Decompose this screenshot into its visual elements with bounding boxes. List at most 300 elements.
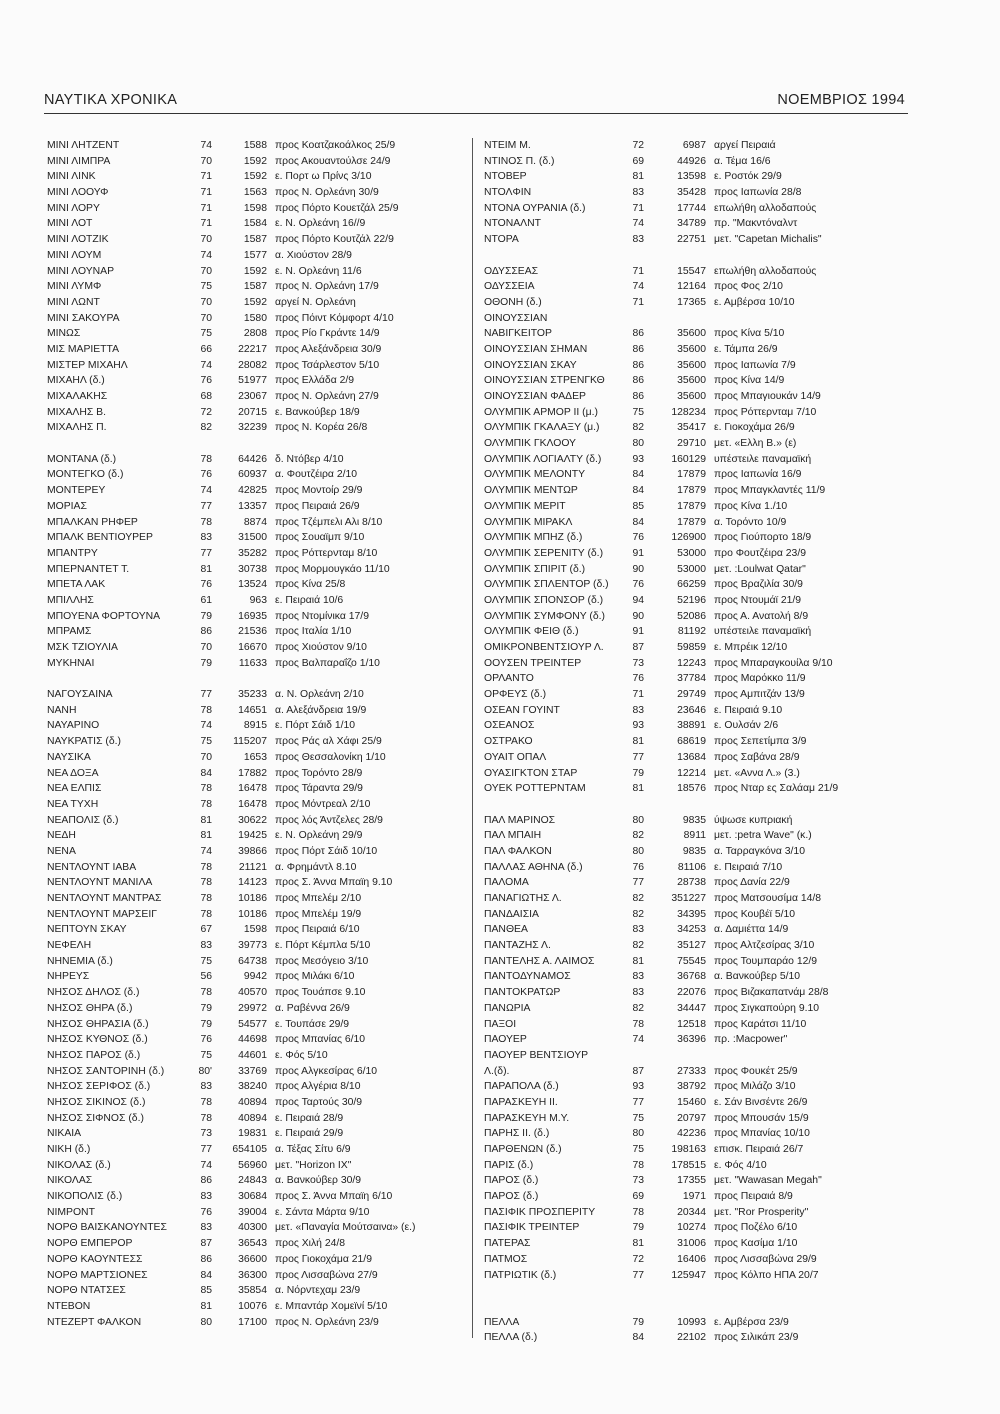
ship-name: ΟΙΝΟΥΣΣΙΑΝ ΣΚΑΥ — [484, 359, 577, 371]
tonnage: 20715 — [238, 406, 267, 418]
voyage-status: ε. Πόρτ Κέμπλα 5/10 — [275, 940, 371, 952]
ship-row — [47, 1048, 462, 1064]
voyage-status: προς Γιοκοχάμα 21/9 — [275, 1253, 372, 1265]
ship-name: ΝΙΚΗ (δ.) — [47, 1144, 91, 1155]
ship-row — [484, 671, 904, 687]
ship-row — [47, 342, 462, 358]
tonnage: 13357 — [238, 500, 267, 512]
ship-name: ΝΕΝΤΛΟΥΝΤ ΜΑΝΤΡΑΣ — [47, 893, 162, 904]
ship-row — [484, 546, 904, 562]
ship-name: ΝΕΝΑ — [47, 845, 76, 857]
voyage-status: α. Ταρραγκόνα 3/10 — [714, 845, 805, 857]
tonnage: 10274 — [677, 1222, 706, 1234]
ship-name: ΠΑΝΤΟΔΥΝΑΜΟΣ — [484, 971, 571, 983]
voyage-status: ε. Φός 4/10 — [714, 1159, 767, 1171]
build-year: 80 — [632, 814, 644, 826]
build-year: 56 — [200, 971, 212, 983]
ship-row — [484, 1079, 904, 1095]
ship-row — [484, 169, 904, 185]
build-year: 94 — [632, 594, 644, 606]
tonnage: 17879 — [677, 485, 706, 497]
ship-name: ΠΑΡΘΕΝΩΝ (δ.) — [484, 1144, 562, 1155]
build-year: 69 — [632, 1191, 644, 1203]
build-year: 83 — [632, 971, 644, 983]
ship-name: ΟΥΑΙΤ ΟΠΑΛ — [484, 751, 547, 763]
voyage-status: μετ. «Παναγία Μούτσαινα» (ε.) — [275, 1222, 416, 1234]
ship-row — [47, 420, 462, 436]
ship-name: ΠΕΛΛΑ — [484, 1316, 520, 1328]
build-year: 76 — [632, 673, 644, 685]
ship-row — [484, 295, 904, 311]
voyage-status: ε. Πειραιά 10/6 — [275, 594, 344, 606]
build-year: 83 — [200, 1191, 212, 1203]
tonnage: 38891 — [677, 720, 706, 732]
tonnage: 654105 — [232, 1144, 267, 1155]
voyage-status: μετ. :petra Wave" (κ.) — [714, 830, 812, 842]
build-year: 78 — [200, 1112, 212, 1124]
ship-name: ΜΙΝΙ ΣΑΚΟΥΡΑ — [47, 312, 120, 324]
voyage-status: προς Ράς αλ Χάφι 25/9 — [275, 736, 382, 748]
ship-row — [47, 891, 462, 907]
ship-row — [47, 781, 462, 797]
build-year: 78 — [200, 453, 212, 465]
ship-row — [47, 907, 462, 923]
voyage-status: προς Κοατζακοάλκος 25/9 — [275, 140, 396, 151]
ship-row — [47, 405, 462, 421]
voyage-status: προς Καράτσι 11/10 — [714, 1018, 807, 1030]
build-year: 71 — [200, 218, 212, 230]
tonnage: 35127 — [677, 940, 706, 952]
build-year: 73 — [632, 1175, 644, 1187]
ship-name: ΠΑΣΙΦΙΚ ΤΡΕΙΝΤΕΡ — [484, 1222, 580, 1234]
ship-row — [484, 734, 904, 750]
build-year: 82 — [632, 830, 644, 842]
ship-name: ΟΥΕΚ ΡΟΤΤΕΡΝΤΑΜ — [484, 783, 586, 795]
ship-name: ΜΠΙΛΛΗΣ — [47, 594, 94, 606]
voyage-status: αργεί Ν. Ορλεάνη — [275, 296, 356, 308]
build-year: 79 — [200, 610, 212, 622]
voyage-status: προς Ν. Κορέα 26/8 — [275, 422, 368, 434]
build-year: 61 — [200, 594, 212, 606]
ship-name: Λ.(δ). — [484, 1065, 510, 1077]
build-year: 78 — [200, 783, 212, 795]
build-year: 81 — [632, 783, 644, 795]
build-year: 77 — [632, 1269, 644, 1281]
voyage-status: ε. Αμβέρσα 10/10 — [714, 296, 795, 308]
ship-name: ΝΟΡΘ ΕΜΠΕΡΟΡ — [47, 1238, 133, 1250]
voyage-status: ε. Σάν Βινσέντε 26/9 — [714, 1096, 808, 1108]
tonnage: 64426 — [238, 453, 267, 465]
build-year: 74 — [200, 845, 212, 857]
voyage-status: προς Ντουμάϊ 21/9 — [714, 594, 802, 606]
build-year: 70 — [200, 296, 212, 308]
voyage-status: α. Χιούστον 28/9 — [275, 249, 352, 261]
tonnage: 38792 — [677, 1081, 706, 1093]
tonnage: 17879 — [677, 500, 706, 512]
ship-row — [47, 389, 462, 405]
ship-name: ΝΙΚΟΠΟΛΙΣ (δ.) — [47, 1191, 123, 1203]
build-year: 87 — [632, 642, 644, 653]
build-year: 86 — [200, 626, 212, 638]
ship-name: ΜΙΝΙ ΛΟΡΥ — [47, 202, 100, 214]
ship-row — [47, 1205, 462, 1221]
tonnage: 12518 — [677, 1018, 706, 1030]
build-year: 71 — [200, 202, 212, 214]
ship-row — [484, 420, 904, 436]
section-gap — [484, 248, 904, 264]
voyage-status: ε. Πειραιά 29/9 — [275, 1128, 344, 1140]
voyage-status: προς Μπαραγκουίλα 9/10 — [714, 657, 833, 669]
tonnage: 22102 — [677, 1332, 706, 1344]
voyage-status: προς Ρίο Γκράντε 14/9 — [275, 328, 380, 340]
tonnage: 30684 — [238, 1191, 267, 1203]
voyage-status: ε. Φός 5/10 — [275, 1049, 328, 1061]
voyage-status: προς Αμπιτζάν 13/9 — [714, 689, 805, 701]
ship-name: ΟΜΙΚΡΟΝΒΕΝΤΣΙΟΥΡ Λ. — [484, 642, 604, 653]
ship-name: ΝΗΣΟΣ ΣΕΡΙΦΟΣ (δ.) — [47, 1081, 151, 1093]
voyage-status: πρ. :Macpower" — [714, 1034, 788, 1046]
build-year: 87 — [632, 1065, 644, 1077]
build-year: 78 — [632, 1018, 644, 1030]
tonnage: 16478 — [238, 783, 267, 795]
voyage-status: ε. Τουπάσε 29/9 — [275, 1018, 350, 1030]
tonnage: 40300 — [238, 1222, 267, 1234]
voyage-status: προς Λισσαβώνα 29/9 — [714, 1253, 817, 1265]
voyage-status: α. Βανκούβερ 30/9 — [275, 1175, 362, 1187]
ship-row — [47, 656, 462, 672]
ship-row — [484, 373, 904, 389]
ship-name: ΟΙΝΟΥΣΣΙΑΝ — [484, 312, 548, 324]
section-gap — [484, 1299, 904, 1315]
voyage-status: προς Πόρτ Σάιδ 10/10 — [275, 845, 378, 857]
build-year: 81 — [632, 171, 644, 183]
ship-name: ΜΙΧΑΗΛ (δ.) — [47, 375, 105, 387]
voyage-status: προς Μπαγκλαντές 11/9 — [714, 485, 826, 497]
ship-row — [47, 1299, 462, 1315]
voyage-status: προς Φουκέτ 25/9 — [714, 1065, 798, 1077]
ship-row — [47, 624, 462, 640]
build-year: 81 — [200, 830, 212, 842]
ship-row — [484, 891, 904, 907]
voyage-status: προς Πόρτο Κουετζάλ 25/9 — [275, 202, 399, 214]
build-year: 74 — [200, 485, 212, 497]
tonnage: 33769 — [238, 1065, 267, 1077]
ship-name: ΝΤΟΒΕΡ — [484, 171, 527, 183]
ship-row — [47, 1032, 462, 1048]
voyage-status: προς Χιλή 24/8 — [275, 1238, 346, 1250]
voyage-status: προς Φος 2/10 — [714, 281, 783, 293]
ship-name: ΟΛΥΜΠΙΚ ΓΚΑΛΑΞΥ (μ.) — [484, 422, 600, 434]
ship-row — [484, 530, 904, 546]
tonnage: 14123 — [238, 877, 267, 889]
ship-row — [47, 185, 462, 201]
ship-name: ΝΙΜΡΟΝΤ — [47, 1206, 95, 1218]
voyage-status: επωλήθη αλλοδαπούς — [714, 202, 817, 214]
tonnage: 21121 — [238, 861, 267, 873]
ship-row — [47, 530, 462, 546]
build-year: 81 — [200, 563, 212, 575]
ship-name: ΝΑΥΣΙΚΑ — [47, 751, 91, 763]
ship-row — [47, 154, 462, 170]
ship-row — [47, 860, 462, 876]
build-year: 82 — [632, 893, 644, 904]
section-gap — [484, 1283, 904, 1299]
voyage-status: μετ. :Loulwat Qatar" — [714, 563, 806, 575]
tonnage: 39866 — [238, 845, 267, 857]
build-year: 83 — [200, 940, 212, 952]
ship-row — [484, 1017, 904, 1033]
ship-name: ΝΕΝΤΛΟΥΝΤ ΜΑΝΙΛΑ — [47, 877, 153, 889]
tonnage: 14651 — [238, 704, 267, 716]
tonnage: 30738 — [238, 563, 267, 575]
ship-row — [484, 515, 904, 531]
ship-row — [47, 138, 462, 154]
section-gap — [484, 797, 904, 813]
build-year: 77 — [632, 877, 644, 889]
build-year: 76 — [632, 861, 644, 873]
ship-name: ΠΑΛ ΜΑΡΙΝΟΣ — [484, 814, 556, 826]
voyage-status: προς Αλεξάνδρεια 30/9 — [275, 343, 382, 355]
ship-row — [47, 515, 462, 531]
ship-name: ΝΗΣΟΣ ΔΗΛΟΣ (δ.) — [47, 987, 140, 999]
voyage-status: ε. Μπρέικ 12/10 — [714, 642, 788, 653]
tonnage: 23067 — [238, 391, 267, 402]
build-year: 87 — [200, 1238, 212, 1250]
ship-name: ΝΗΣΟΣ ΠΑΡΟΣ (δ.) — [47, 1049, 141, 1061]
tonnage: 11633 — [238, 657, 267, 669]
voyage-status: προς Κίνα 25/8 — [275, 579, 346, 591]
ship-name: ΠΑΛ ΜΠΑΙΗ — [484, 830, 542, 842]
build-year: 77 — [632, 1096, 644, 1108]
voyage-status: προς Ντομίνικα 17/9 — [275, 610, 369, 622]
ship-name: ΠΑΡΟΣ (δ.) — [484, 1175, 539, 1187]
voyage-status: ε. Ουλσάν 2/6 — [714, 720, 779, 732]
tonnage: 54577 — [238, 1018, 267, 1030]
ship-name: ΟΛΥΜΠΙΚ ΜΙΡΑΚΛ — [484, 516, 573, 528]
tonnage: 1577 — [243, 249, 267, 261]
ship-row — [47, 358, 462, 374]
ship-row — [484, 828, 904, 844]
tonnage: 52196 — [677, 594, 706, 606]
build-year: 93 — [632, 453, 644, 465]
ship-name: ΝΗΣΟΣ ΣΙΦΝΟΣ (δ.) — [47, 1112, 144, 1124]
build-year: 71 — [632, 689, 644, 701]
ship-row — [484, 1220, 904, 1236]
ship-name: ΝΤΕΙΜ Μ. — [484, 140, 531, 151]
ship-name: ΝΑΝΗ — [47, 704, 77, 716]
voyage-status: προς Γιούπορτο 18/9 — [714, 532, 812, 544]
section-gap — [47, 436, 462, 452]
ship-row — [47, 985, 462, 1001]
ship-row — [484, 938, 904, 954]
ship-name: ΝΑΥΑΡΙΝΟ — [47, 720, 100, 732]
voyage-status: ε. Ν. Ορλεάνη 11/6 — [275, 265, 362, 277]
ship-row — [47, 828, 462, 844]
ship-name: ΜΙΝΙ ΛΟΤΖΙΚ — [47, 234, 109, 246]
build-year: 78 — [200, 908, 212, 920]
ship-row — [47, 687, 462, 703]
ship-row — [484, 860, 904, 876]
voyage-status: προς Ελλάδα 2/9 — [275, 375, 355, 387]
ship-row — [484, 279, 904, 295]
ship-row — [484, 1142, 904, 1158]
build-year: 86 — [632, 343, 644, 355]
ship-row — [47, 326, 462, 342]
ship-row — [47, 844, 462, 860]
ship-row — [47, 797, 462, 813]
build-year: 72 — [632, 140, 644, 151]
ship-name: ΝΕΑ ΤΥΧΗ — [47, 798, 99, 810]
tonnage: 39004 — [238, 1206, 267, 1218]
build-year: 70 — [200, 265, 212, 277]
build-year: 71 — [632, 202, 644, 214]
ship-list-left — [47, 138, 462, 1330]
ship-row — [484, 954, 904, 970]
voyage-status: προς Μιλάζο 3/10 — [714, 1081, 796, 1093]
build-year: 86 — [200, 1253, 212, 1265]
ship-name: ΟΟΥΣΕΝ ΤΡΕΙΝΤΕΡ — [484, 657, 582, 669]
build-year: 85 — [200, 1285, 212, 1297]
build-year: 83 — [200, 1081, 212, 1093]
build-year: 75 — [200, 955, 212, 967]
build-year: 83 — [632, 187, 644, 199]
ship-name: ΝΕΑ ΔΟΞΑ — [47, 767, 99, 779]
ship-row — [47, 232, 462, 248]
tonnage: 125947 — [671, 1269, 706, 1281]
ship-name: ΟΛΥΜΠΙΚ ΣΥΜΦΟΝΥ (δ.) — [484, 610, 605, 622]
build-year: 75 — [632, 1144, 644, 1155]
tonnage: 16935 — [238, 610, 267, 622]
issue-date: ΝΟΕΜΒΡΙΟΣ 1994 — [777, 92, 905, 108]
voyage-status: προς Ιαπωνία 16/9 — [714, 469, 802, 481]
ship-row — [484, 1205, 904, 1221]
voyage-status: προς λός Άντζελες 28/9 — [275, 814, 383, 826]
voyage-status: ε. Ν. Ορλεάνη 16//9 — [275, 218, 366, 230]
build-year: 81 — [200, 814, 212, 826]
ship-name: ΜΟΡΙΑΣ — [47, 500, 87, 512]
ship-name: ΟΛΥΜΠΙΚ ΣΠΙΡΙΤ (δ.) — [484, 563, 586, 575]
build-year: 91 — [632, 626, 644, 638]
ship-row — [484, 781, 904, 797]
tonnage: 963 — [249, 594, 267, 606]
voyage-status: μετ. «Αννα Λ.» (3.) — [714, 767, 800, 779]
build-year: 76 — [632, 532, 644, 544]
tonnage: 1971 — [682, 1191, 706, 1203]
tonnage: 115207 — [233, 736, 267, 748]
voyage-status: προς Κασίμα 1/10 — [714, 1238, 798, 1250]
tonnage: 16478 — [238, 798, 267, 810]
tonnage: 351227 — [671, 893, 706, 904]
ship-name: ΝΟΡΘ ΜΑΡΤΣΙΟΝΕΣ — [47, 1269, 148, 1281]
voyage-status: αργεί Πειραιά — [714, 140, 776, 151]
build-year: 76 — [632, 579, 644, 591]
build-year: 78 — [200, 704, 212, 716]
ship-row — [484, 405, 904, 421]
ship-name: ΠΑΡΗΣ ΙΙ. (δ.) — [484, 1128, 550, 1140]
build-year: 77 — [200, 500, 212, 512]
tonnage: 8874 — [243, 516, 267, 528]
tonnage: 30622 — [238, 814, 267, 826]
ship-name: ΠΑΤΜΟΣ — [484, 1253, 528, 1265]
voyage-status: μετ. "Horizon IX" — [275, 1159, 352, 1171]
tonnage: 10076 — [238, 1300, 267, 1312]
ship-list-right — [484, 138, 904, 1346]
ship-name: ΜΙΝΙ ΛΟΟΥΦ — [47, 187, 109, 199]
ship-name: ΝΤΕΖΕΡΤ ΦΑΛΚΟΝ — [47, 1316, 142, 1328]
tonnage: 1588 — [243, 140, 267, 151]
ship-name: ΝΗΣΟΣ ΘΗΡΑΣΙΑ (δ.) — [47, 1018, 149, 1030]
ship-row — [47, 1111, 462, 1127]
build-year: 86 — [632, 359, 644, 371]
ship-row — [47, 1079, 462, 1095]
ship-row — [47, 938, 462, 954]
tonnage: 35600 — [677, 375, 706, 387]
tonnage: 36396 — [677, 1034, 706, 1046]
build-year: 74 — [632, 1034, 644, 1046]
voyage-status: προς Βιζακαπατνάμ 28/8 — [714, 987, 829, 999]
ship-name: ΠΑΣΙΦΙΚ ΠΡΟΣΠΕΡΙΤΥ — [484, 1206, 596, 1218]
ship-row — [47, 295, 462, 311]
ship-name: ΠΑΛΛΑΣ ΑΘΗΝΑ (δ.) — [484, 861, 583, 873]
ship-row — [484, 264, 904, 280]
build-year: 83 — [632, 234, 644, 246]
voyage-status: α. Ραβέννα 26/9 — [275, 1002, 350, 1014]
tonnage: 9942 — [243, 971, 267, 983]
tonnage: 10186 — [238, 893, 267, 904]
ship-row — [484, 232, 904, 248]
ship-name: ΟΔΥΣΣΕΑΣ — [484, 265, 539, 277]
ship-name: ΠΑΡΑΣΚΕΥΗ ΙΙ. — [484, 1096, 558, 1108]
ship-row — [47, 1189, 462, 1205]
build-year: 84 — [632, 1332, 644, 1344]
ship-name: ΟΥΑΣΙΓΚΤΟΝ ΣΤΑΡ — [484, 767, 578, 779]
ship-row — [484, 1126, 904, 1142]
voyage-status: ε. Πειραιά 9.10 — [714, 704, 783, 716]
tonnage: 15460 — [677, 1096, 706, 1108]
tonnage: 35600 — [677, 343, 706, 355]
tonnage: 9835 — [682, 845, 706, 857]
build-year: 75 — [632, 406, 644, 418]
voyage-status: προς Ιταλία 1/10 — [275, 626, 352, 638]
build-year: 73 — [632, 657, 644, 669]
ship-row — [47, 248, 462, 264]
build-year: 75 — [200, 328, 212, 340]
ship-name: ΜΠΡΑΜΣ — [47, 626, 92, 638]
tonnage: 28082 — [238, 359, 267, 371]
build-year: 83 — [632, 924, 644, 936]
build-year: 75 — [200, 281, 212, 293]
voyage-status: προς Τουάπσε 9.10 — [275, 987, 366, 999]
build-year: 76 — [200, 1034, 212, 1046]
ship-name: ΝΕΔΗ — [47, 830, 76, 842]
voyage-status: προς Κουβέϊ 5/10 — [714, 908, 796, 920]
build-year: 80 — [200, 1316, 212, 1328]
ship-name: ΠΑΡΑΠΟΛΑ (δ.) — [484, 1081, 559, 1093]
build-year: 93 — [632, 720, 644, 732]
build-year: 85 — [632, 500, 644, 512]
ship-row — [484, 499, 904, 515]
tonnage: 1598 — [243, 202, 267, 214]
build-year: 86 — [632, 375, 644, 387]
ship-row — [484, 311, 904, 327]
ship-row — [47, 1158, 462, 1174]
ship-name: ΟΛΥΜΠΙΚ ΑΡΜΟΡ II (μ.) — [484, 406, 598, 418]
ship-name: ΜΟΝΤΑΝΑ (δ.) — [47, 453, 117, 465]
tonnage: 53000 — [677, 547, 706, 559]
tonnage: 17882 — [238, 767, 267, 779]
voyage-status: προς Ιαπωνία 7/9 — [714, 359, 796, 371]
voyage-status: προς Κίνα 5/10 — [714, 328, 785, 340]
